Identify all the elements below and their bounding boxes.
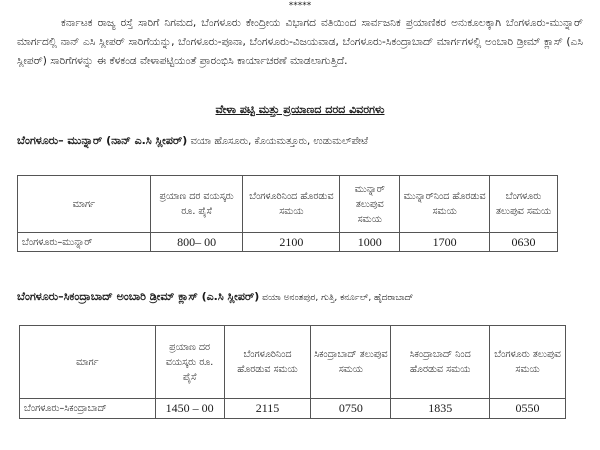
cell-route: ಬೆಂಗಳೂರು–ಮುನ್ನಾರ್: [18, 233, 151, 252]
header-depart-bangalore: ಬೆಂಗಳೂರಿನಿಂದ ಹೊರಡುವ ಸಮಯ: [224, 326, 311, 399]
header-arrive-bangalore: ಬೆಂಗಳೂರು ತಲುಪುವ ಸಮಯ: [490, 326, 566, 399]
schedule-heading: ವೇಳಾ ಪಟ್ಟಿ ಮತ್ತು ಪ್ರಯಾಣದ ದರದ ವಿವರಗಳು: [215, 103, 385, 116]
header-route: ಮಾರ್ಗ: [20, 326, 156, 399]
section2-route-name: ಬೆಂಗಳೂರು–ಸಿಕಂದ್ರಾಬಾದ್ ಅಂಬಾರಿ ಡ್ರೀಮ್ ಕ್ಲಾಸ್ (ಎ.ಸಿ ಸ್ಲೀಪರ್): [17, 290, 260, 303]
section1-route-name: ಬೆಂಗಳೂರು– ಮುನ್ನಾರ್ (ನಾನ್ ಎ.ಸಿ ಸ್ಲೀಪರ್): [17, 134, 188, 147]
secunderabad-schedule-table: [19, 325, 566, 419]
section2-title: [17, 290, 413, 304]
cell-arrive-bangalore: 0630: [490, 233, 558, 252]
header-arrive-munnar: ಮುನ್ನಾರ್ ತಲುಪುವ ಸಮಯ: [340, 176, 400, 233]
section2-via: ವಯಾ ಅನಂತಪುರ, ಗುತ್ತಿ, ಕರ್ನೂಲ್, ಹೈದರಾಬಾದ್: [259, 293, 414, 303]
header-route: ಮಾರ್ಗ: [18, 176, 151, 233]
cell-depart-bangalore: 2100: [243, 233, 340, 252]
table-row: [20, 399, 566, 419]
table-header-row: [20, 326, 566, 399]
cell-route: ಬೆಂಗಳೂರು–ಸಿಕಂದ್ರಾಬಾದ್: [20, 399, 156, 419]
table-row: [18, 233, 558, 252]
header-depart-secunderabad: ಸಿಕಂದ್ರಾಬಾದ್ ನಿಂದ ಹೊರಡುವ ಸಮಯ: [391, 326, 490, 399]
cell-depart-bangalore: 2115: [224, 399, 311, 419]
header-fare: ಪ್ರಯಾಣ ದರ ವಯಸ್ಕರು ರೂ. ಪೈಸೆ: [155, 326, 224, 399]
separator-stars: *****: [288, 1, 312, 11]
cell-depart-munnar: 1700: [400, 233, 490, 252]
intro-paragraph: [17, 14, 583, 71]
intro-text: ಕರ್ನಾಟಕ ರಾಜ್ಯ ರಸ್ತೆ ಸಾರಿಗೆ ನಿಗಮದ, ಬೆಂಗಳೂರು ಕೇಂದ್ರೀಯ ವಿಭಾಗದ ವತಿಯಿಂದ ಸಾರ್ವಜನಿಕ ಪ್ರಯಾಣಿಕರ ಅನುಕೂಲಕ್ಕಾಗಿ ಬೆಂಗಳೂರು-ಮುನ್ನಾರ್ ಮಾರ್ಗದಲ್ಲಿ ನಾನ್ ಎಸಿ ಸ್ಲೀಪರ್ ಸಾರಿಗೆಯನ್ನು, ಬೆಂಗಳೂರು-ಪೂನಾ, ಬೆಂಗಳೂರು-ವಿಜಯವಾಡ, ಬೆಂಗಳೂರು-ಸಿಕಂದ್ರಾಬಾದ್ ಮಾರ್ಗಗಳಲ್ಲಿ ಅಂಬಾರಿ ಡ್ರೀಮ್ ಕ್ಲಾಸ್ (ಎಸಿ ಸ್ಲೀಪರ್) ಸಾರಿಗೆಗಳನ್ನು ಈ ಕೆಳಕಂಡ ವೇಳಾಪಟ್ಟಿಯಂತೆ ಪ್ರಾರಂಭಿಸಿ ಕಾರ್ಯಾಚರಣೆ ಮಾಡಲಾಗುತ್ತಿದೆ.: [17, 17, 583, 67]
cell-depart-secunderabad: 1835: [391, 399, 490, 419]
section1-title: [17, 134, 368, 148]
header-depart-bangalore: ಬೆಂಗಳೂರಿನಿಂದ ಹೊರಡುವ ಸಮಯ: [243, 176, 340, 233]
header-depart-munnar: ಮುನ್ನಾರ್‌ನಿಂದ ಹೊರಡುವ ಸಮಯ: [400, 176, 490, 233]
munnar-schedule-table: [17, 175, 558, 252]
cell-arrive-secunderabad: 0750: [311, 399, 391, 419]
header-fare: ಪ್ರಯಾಣ ದರ ವಯಸ್ಕರು ರೂ. ಪೈಸೆ: [150, 176, 243, 233]
cell-fare: 800– 00: [150, 233, 243, 252]
section1-via: ವಯಾ ಹೊಸೂರು, ಕೊಯಮತ್ತೂರು, ಉಡುಮಲ್‌ಪೇಟೆ: [187, 136, 369, 147]
cell-fare: 1450 – 00: [155, 399, 224, 419]
cell-arrive-bangalore: 0550: [490, 399, 566, 419]
table-header-row: [18, 176, 558, 233]
header-arrive-bangalore: ಬೆಂಗಳೂರು ತಲುಪುವ ಸಮಯ: [490, 176, 558, 233]
cell-arrive-munnar: 1000: [340, 233, 400, 252]
header-arrive-secunderabad: ಸಿಕಂದ್ರಾಬಾದ್ ತಲುಪುವ ಸಮಯ: [311, 326, 391, 399]
